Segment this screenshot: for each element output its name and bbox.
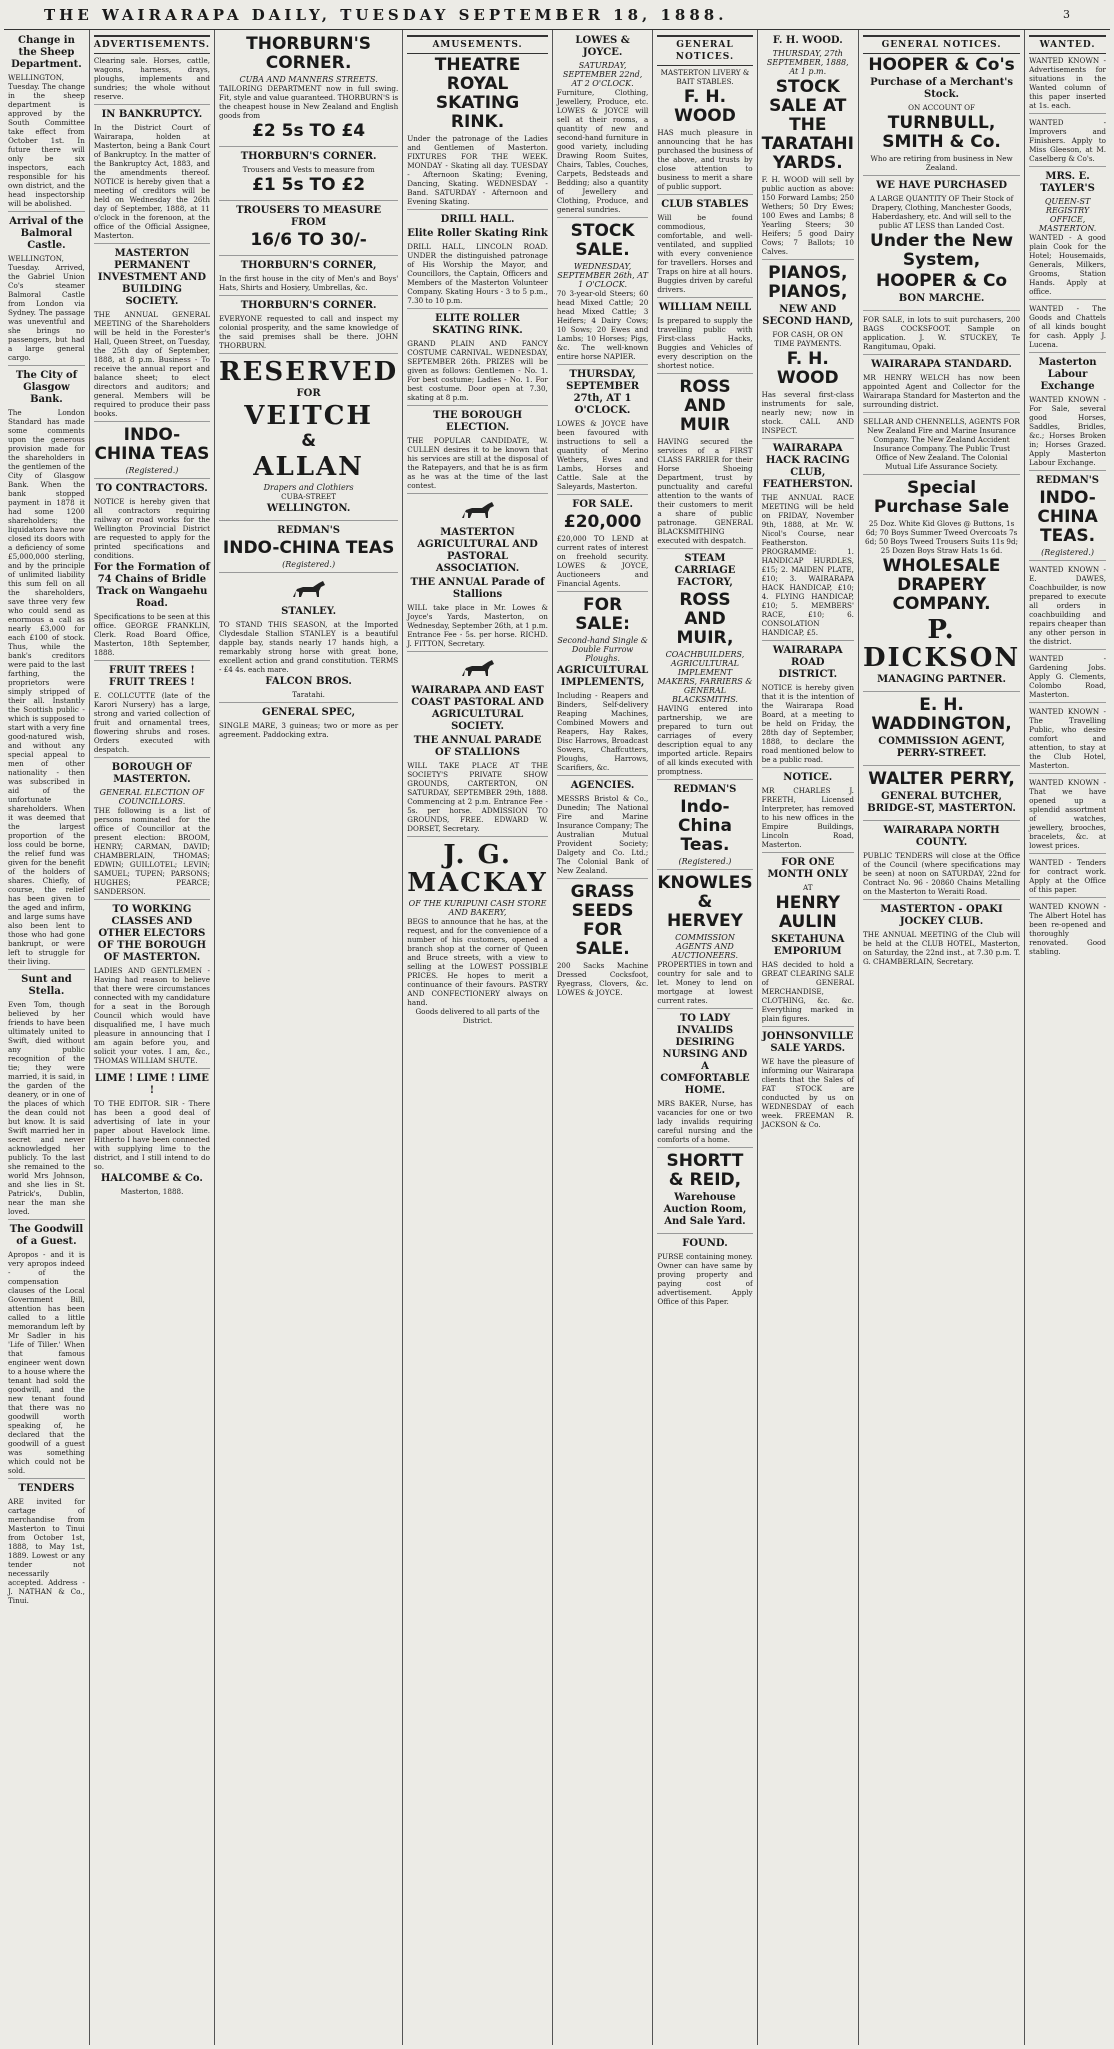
- ad-ploughs: [557, 596, 648, 776]
- ad-title: PIANOS, PIANOS,: [768, 263, 848, 302]
- ad-subtitle: Drapers and Clothiers: [263, 483, 354, 492]
- ad-title: REDMAN'S: [277, 525, 341, 536]
- ad-body: Is prepared to supply the travelling public with First-class Hacks, Buggies and Vehicles of every description on the shortest notice.: [657, 316, 753, 370]
- ad-club-stables: [657, 199, 752, 298]
- ad-labour-exchange: [1029, 357, 1106, 471]
- ad-at: AT: [802, 883, 813, 892]
- section-header: AMUSEMENTS.: [407, 35, 548, 54]
- article-swift-stella: [8, 974, 85, 1220]
- ad-title: THORBURN'S CORNER.: [240, 151, 377, 162]
- ad-body: BEGS to announce that he has, at the request, and for the convenience of a number of his customers, opened a branch shop at the corner of Queen and Bruce streets, with a view to selling at the LOWEST POSSIBLE PRICES. He hopes to merit a continuance of their favours. PASTRY AND CONFECTIONERY always on hand.: [407, 917, 548, 1007]
- wanted-body: WANTED - Tenders for contract work. Apply at the Office of this paper.: [1029, 858, 1106, 894]
- ad-subtitle: THURSDAY, 27th SEPTEMBER, 1888, At 1 p.m.: [766, 49, 849, 76]
- ad-subtitle: COMMISSION AGENTS AND AUCTIONEERS.: [671, 933, 739, 960]
- wanted-body: WANTED KNOWN - The Albert Hotel has been re-opened and thoroughly renovated. Good stabling.: [1029, 902, 1106, 956]
- column-2: [90, 30, 215, 2045]
- ad-general-spec: [219, 707, 398, 742]
- ad-name: F. H. WOOD: [776, 349, 839, 388]
- ad-title: REDMAN'S: [673, 784, 737, 795]
- article-glasgow-bank: [8, 370, 85, 970]
- ad-wairarapa-stallions: [407, 656, 548, 837]
- letter-place: Masterton, 1888.: [120, 1187, 184, 1196]
- ad-purchased-stock: [863, 180, 1020, 311]
- notice-title: WAIRARAPA HACK RACING CLUB, FEATHERSTON.: [762, 443, 853, 490]
- ad-body: £20,000 TO LEND at current rates of interest on freehold security. LOWES & JOYCE, Auctioneers and Financial Agents.: [556, 534, 649, 588]
- ad-ross-muir-coachbuilders: [657, 553, 752, 780]
- ad-subtitle: MASTERTON LIVERY & BAIT STABLES.: [660, 68, 750, 86]
- letter-title: TO WORKING CLASSES AND OTHER ELECTORS OF THE BOROUGH OF MASTERTON.: [97, 904, 207, 963]
- ad-subtitle: WEDNESDAY, SEPTEMBER 26th, AT 1 O'CLOCK.: [557, 262, 648, 289]
- ad-body: THE POPULAR CANDIDATE, W. CULLEN desires it to be known that his services are still at the disposal of the Ratepayers, and that he is as firm as he was at the time of the last contest.: [407, 436, 548, 490]
- notice-title: WAIRARAPA ROAD DISTRICT.: [772, 645, 843, 680]
- ad-title: F. H. WOOD: [674, 87, 736, 126]
- notice-hack-racing: [762, 443, 854, 641]
- notice-body: NOTICE is hereby given that it is the intention of the Wairarapa Road Board, at a meeting to be held on Friday, the 28th day of September, 1888, to declare the road mentioned below to be a public road.: [761, 683, 854, 764]
- ad-body: GRAND PLAIN AND FANCY COSTUME CARNIVAL. WEDNESDAY, SEPTEMBER 26th. PRIZES will be given as follows: Gentlemen - No. 1. For best costume; Ladies - No. 1. For best costume. Door open at 7.30, skating at 8 p.m.: [407, 339, 548, 402]
- ad-title: FOR SALE.: [572, 499, 633, 510]
- ad-title: KNOWLES & HERVEY: [657, 873, 753, 931]
- ad-footer: Who are retiring from business in New Zealand.: [870, 154, 1013, 172]
- ad-title: AGENCIES.: [570, 780, 635, 791]
- ad-veitch-allan: [219, 358, 398, 521]
- ad-stock-sale: [557, 222, 648, 365]
- notice-body: In the District Court of Wairarapa, holden at Masterton, being a Bank Court of Bankruptcy. In the matter of the Bankruptcy Act, 1883, and the amendments thereof. NOTICE is hereby given that a meeting of creditors will be held on Wednesday the 26th day of September, 1888, at 11 o'clock in the forenoon, at the office of the Official Assignee, Masterton.: [93, 123, 210, 240]
- wanted-ad: [1029, 118, 1106, 167]
- ad-name: ALLAN: [253, 452, 364, 482]
- masthead: [4, 0, 1110, 30]
- wanted-body: WANTED KNOWN - The Travelling Public, who desire comfort and attention, to stay at the Club Hotel, Masterton.: [1029, 707, 1106, 770]
- ad-title: REDMAN'S: [1036, 475, 1099, 486]
- ad-subtitle: COACHBUILDERS, AGRICULTURAL IMPLEMENT MAKERS, FARRIERS & GENERAL BLACKSMITHS.: [657, 650, 753, 704]
- ad-city: WELLINGTON.: [266, 503, 351, 514]
- notice-north-county: [863, 825, 1020, 900]
- ad-title: STOCK SALE.: [570, 221, 635, 260]
- ad-title: RESERVED: [218, 357, 399, 387]
- ad-body: In the first house in the city of Men's and Boys' Hats, Shirts and Hosiery, Umbrellas, &c.: [218, 274, 399, 292]
- ad-subtitle: AGRICULTURAL IMPLEMENTS,: [556, 665, 649, 688]
- letter-body: TO THE EDITOR. SIR - There has been a good deal of advertising of late in your paper about Havelock lime. Hitherto I have been connected with supplying lime to the district, and I still intend to do so.: [93, 1099, 210, 1171]
- ad-body: SINGLE MARE, 3 guineas; two or more as per agreement. Paddocking extra.: [218, 721, 399, 739]
- ad-body: WE have the pleasure of informing our Wairarapa clients that the Sales of FAT STOCK are conducted by us on WEDNESDAY of each week. FREEMAN R. JACKSON & Co.: [761, 1057, 854, 1129]
- ad-title: HOOPER & Co's: [868, 55, 1015, 75]
- ad-subtitle: BON MARCHE.: [898, 293, 985, 304]
- section-header: ADVERTISEMENTS.: [94, 35, 210, 54]
- ad-trousers: [219, 205, 398, 256]
- article-title: Change in the Sheep Department.: [11, 35, 82, 70]
- ad-title: FOR SALE:: [575, 595, 630, 634]
- wanted-ad: [1029, 565, 1106, 650]
- article-title: The City of Glasgow Bank.: [15, 370, 78, 405]
- ad-subtitle: NEW AND SECOND HAND,: [762, 304, 854, 327]
- wanted-body: WANTED - Gardening Jobs. Apply G. Clements, Colombo Road, Masterton.: [1029, 654, 1106, 699]
- ad-subtitle: SATURDAY, SEPTEMBER 22nd, AT 2 O'CLOCK.: [562, 61, 643, 88]
- article-sheep: [8, 35, 85, 212]
- section-header: WANTED.: [1029, 35, 1106, 54]
- ad-title: STOCK SALE AT THE TARATAHI YARDS.: [761, 77, 854, 173]
- ad-special-purchase: [863, 479, 1020, 692]
- ad-title: THORBURN'S CORNER.: [246, 34, 372, 73]
- notice-title: MASTERTON - OPAKI JOCKEY CLUB.: [880, 904, 1003, 927]
- notice-body: THE ANNUAL GENERAL MEETING of the Shareholders will be held in the Forester's Hall, Queen Street, on Tuesday, the 25th day of September, 1888, at 8 p.m. Business - To receive the annual report and balance sheet; to elect directors and auditors; and general. Members will be required to produce their pass books.: [93, 310, 210, 418]
- ad-body: ARE invited for cartage of merchandise from Masterton to Tinui from October 1st, 1888, to May 1st, 1889. Lowest or any tender not necessarily accepted. Address - J. NATHAN & Co., Tinui.: [8, 1497, 85, 1605]
- ad-thorburn-2: [219, 151, 398, 201]
- ad-title: Masterton Labour Exchange: [1038, 357, 1097, 392]
- article-body: WELLINGTON, Tuesday. Arrived, the Gabriel Union Co's steamer Balmoral Castle from London via Sydney. The passage was uneventful and she brings no passengers, but had a large general cargo.: [8, 254, 85, 362]
- notice-subtitle: For the Formation of 74 Chains of Bridle Track on Wangaehu Road.: [93, 562, 210, 609]
- ad-title: WE HAVE PURCHASED: [876, 180, 1007, 191]
- column-8: [859, 30, 1025, 2045]
- ad-title: F. H. WOOD.: [772, 35, 843, 46]
- ad-body: MESSRS Bristol & Co., Dunedin; The National Fire and Marine Insurance Company; The Australian Mutual Provident Society; Dalgety and Co. Ltd.; The Colonial Bank of New Zealand.: [556, 794, 649, 875]
- ad-footer: Goods delivered to all parts of the District.: [415, 1007, 540, 1025]
- ad-thursday-sale: [557, 369, 648, 495]
- horse-icon: [458, 656, 498, 682]
- ad-lady-invalids: [657, 1013, 752, 1148]
- ad-body: E. COLLCUTTE (late of the Karori Nursery) has a large, strong and varied collection of fruit and ornamental trees, flowering shrubs and roses. Orders executed with despatch.: [93, 691, 210, 754]
- ad-name: INDO-CHINA TEAS: [222, 538, 395, 558]
- notice-title: FOUND.: [682, 1238, 728, 1249]
- letter-body: LADIES AND GENTLEMEN - Having had reason to believe that there were circumstances connected with my candidature for a seat in the Borough Council which would have disqualified me, I have much pleasure in announcing that I am again before you, and solicit your votes. I am, &c., THOMAS WILLIAM SHUTE.: [93, 966, 210, 1065]
- notice-title: WAIRARAPA NORTH COUNTY.: [883, 825, 1000, 848]
- ad-title: J. G. MACKAY: [407, 840, 548, 898]
- wanted-ad: [1029, 902, 1106, 959]
- ad-fh-wood-sale: [762, 35, 854, 260]
- ad-johnsonville-yards: [762, 1031, 854, 1132]
- letter-title: LIME ! LIME ! LIME !: [94, 1073, 209, 1096]
- article-goodwill: [8, 1224, 85, 1479]
- ad-hooper-purchase: [863, 56, 1020, 176]
- ad-name: Indo-China Teas.: [677, 797, 732, 855]
- notice-title: WAIRARAPA STANDARD.: [871, 359, 1012, 370]
- ad-fruit-trees: [94, 665, 210, 758]
- ad-title: DRILL HALL.: [440, 214, 515, 225]
- ad-henry-aulin: [762, 857, 854, 1027]
- ad-body: F. H. WOOD will sell by public auction as above: 150 Forward Lambs; 250 Wethers; 50 Dry Ewes; 100 Ewes and Lambs; 8 Yearling Steers; 30 Heifers; 5 good Dairy Cows; 7 Ballots; 10 Calves.: [761, 175, 854, 256]
- ad-title: FOR ONE MONTH ONLY: [767, 857, 849, 880]
- article-body: WELLINGTON, Tuesday. The change in the sheep department is approved by the South Committee take effect from October 1st. In future there will only be six inspectors, each responsible for his own district, and the head inspectorship will be abolished.: [8, 73, 85, 208]
- ad-subtitle: (Registered.): [125, 466, 179, 475]
- column-1: [4, 30, 90, 2045]
- notice-found: [657, 1238, 752, 1309]
- ad-body: LOWES & JOYCE have been favoured with instructions to sell a quantity of Merino Wethers, Ewes and Lambs, Horses and Cattle. Sale at the Saleyards, Masterton.: [556, 419, 649, 491]
- ad-advertisements: [94, 35, 210, 105]
- notice-borough-election: [94, 762, 210, 900]
- ad-subtitle: OF THE KURIPUNI CASH STORE AND BAKERY,: [408, 899, 547, 917]
- ad-borough-election: [407, 410, 548, 494]
- ad-shortt-reid: [657, 1152, 752, 1234]
- ad-skating-rink: [407, 56, 548, 210]
- ad-title: FRUIT TREES ! FRUIT TREES !: [109, 665, 195, 688]
- ad-title: Special Purchase Sale: [873, 478, 1010, 517]
- letter-signature: HALCOMBE & Co.: [100, 1173, 203, 1184]
- ad-pianos: [762, 264, 854, 439]
- ad-body: WANTED KNOWN - For Sale, several good Horses, Saddles, Bridles, &c.; Horses Broken in; Horses Grazed. Apply Masterton Labour Exchange.: [1029, 395, 1106, 467]
- ad-tagline: Under the New System,: [870, 231, 1014, 270]
- ad-money-to-lend: [557, 499, 648, 592]
- ad-william-neill: [657, 302, 752, 374]
- ad-title: WAIRARAPA AND EAST COAST PASTORAL AND AGRICULTURAL SOCIETY.: [411, 685, 544, 732]
- ad-subtitle: Elite Roller Skating Rink: [407, 228, 548, 239]
- ad-livery-stables: [657, 68, 752, 195]
- ad-body: A LARGE QUANTITY OF Their Stock of Drapery, Clothing, Manchester Goods, Haberdashery, etc. And will sell to the public AT LESS than Landed Cost.: [869, 194, 1014, 230]
- wanted-body: WANTED KNOWN - E. DAWES, Coachbuilder, is now prepared to execute all orders in coachbuilding and repairs cheaper than any other person in the district.: [1029, 565, 1106, 646]
- letter-working-classes: [94, 904, 210, 1069]
- letter-lime: [94, 1073, 210, 1199]
- ad-subtitle: MANAGING PARTNER.: [877, 674, 1006, 685]
- ad-signature: FALCON BROS.: [265, 676, 352, 687]
- notice-interpreter: [762, 772, 854, 853]
- article-title: The Goodwill of a Guest.: [9, 1224, 84, 1247]
- ad-title: TROUSERS TO MEASURE FROM: [236, 205, 382, 228]
- ad-title: ELITE ROLLER SKATING RINK.: [432, 313, 523, 336]
- wanted-ad: [1029, 778, 1106, 854]
- ad-body: FOR SALE, in lots to suit purchasers, 200 BAGS COCKSFOOT. Sample on application. J. W. STUCKEY, Te Rangitumau, Opaki.: [862, 315, 1021, 351]
- ad-body: Trousers and Vests to measure from: [242, 165, 375, 174]
- ad-body: Furniture, Clothing, Jewellery, Produce, etc. LOWES & JOYCE will sell at their rooms, a quantity of new and second-hand furniture in good variety, including Drawing Room Suites, Chairs, Tables, Couches, Carpets, Bedsteads and Bedding; also a quantity of Jewellery and Clothing, Produce, and general sundries.: [556, 88, 649, 214]
- wanted-ad: [1029, 858, 1106, 898]
- notice-title: BOROUGH OF MASTERTON.: [111, 762, 193, 785]
- wanted-body: WANTED KNOWN - Advertisements for situations in the Wanted column of this paper inserted at 1s. each.: [1029, 56, 1106, 110]
- notice-wairarapa-standard: [863, 359, 1020, 413]
- ad-body: Has several first-class instruments for sale, nearly new; now in stock. CALL AND INSPECT.: [761, 390, 854, 435]
- ad-name: P. DICKSON: [862, 615, 1021, 673]
- ad-body: WILL TAKE PLACE AT THE SOCIETY'S PRIVATE SHOW GROUNDS, CARTERTON, ON SATURDAY, SEPTEMBER 29th, 1888. Commencing at 2 p.m. Entrance Fee - 5s. per horse. ADMISSION TO GROUNDS, FREE. EDWARD W. DORSET, Secretary.: [407, 761, 548, 833]
- ad-stallion-stanley: [219, 577, 398, 703]
- notice-title: IN BANKRUPTCY.: [101, 109, 203, 120]
- notice-body: NOTICE is hereby given that all contractors requiring railway or road works for the Wellington Provincial District are requested to apply for the printed specifications and conditions.: [93, 497, 210, 560]
- ad-price: £1 5s TO £2: [252, 175, 366, 195]
- ad-body: Including - Reapers and Binders, Self-delivery Reaping Machines, Combined Mowers and Reapers, Hay Rakes, Disc Harrows, Broadcast Sowers, Chaffcutters, Ploughs, Harrows, Scarifiers, &c.: [556, 691, 649, 772]
- ad-subtitle: THE ANNUAL PARADE OF STALLIONS: [413, 735, 542, 758]
- ad-name: TURNBULL, SMITH & Co.: [882, 113, 1001, 152]
- ad-subtitle: QUEEN-ST REGISTRY OFFICE, MASTERTON.: [1038, 197, 1097, 233]
- ad-place: Taratahi.: [292, 690, 325, 699]
- article-body: Even Tom, though believed by her friends to have been ultimately united to Swift, died without any public recognition of the tie; they were married, it is said, in the garden of the deanery, or in one of the places of which the dean could not but know. It is said Swift married her in secret and never acknowledged her publicly. To the last she remained to the world Mrs Johnson, and she lies in St. Patrick's, Dublin, near the man she loved.: [8, 1000, 85, 1216]
- wanted-body: WANTED - Improvers and Finishers. Apply to Miss Gleeson, at M. Caselberg & Co's.: [1029, 118, 1106, 163]
- ad-name: INDO-CHINA TEAS.: [1037, 488, 1098, 546]
- ad-price: 16/6 TO 30/-: [250, 230, 367, 250]
- ad-body: Clearing sale. Horses, cattle, wagons, harness, drays, ploughs, implements and sundries; the whole without reserve.: [93, 56, 210, 101]
- ad-title: WILLIAM NEILL: [658, 302, 752, 313]
- column-7: [758, 30, 859, 2045]
- ad-title: THORBURN'S CORNER.: [240, 300, 377, 311]
- ad-subtitle: CUBA AND MANNERS STREETS.: [239, 75, 378, 84]
- article-title: Arrival of the Balmoral Castle.: [9, 216, 84, 251]
- page-number: 3: [1063, 8, 1070, 21]
- ad-title: WALTER PERRY,: [868, 769, 1015, 789]
- ad-subtitle: THE ANNUAL Parade of Stallions: [410, 577, 545, 600]
- ad-title: THE BOROUGH ELECTION.: [433, 410, 523, 433]
- column-6: [653, 30, 757, 2045]
- ad-amount: £20,000: [563, 512, 642, 532]
- ad-cocksfoot: [863, 315, 1020, 355]
- ad-subtitle: STEAM CARRIAGE FACTORY,: [674, 553, 736, 588]
- column-9: [1025, 30, 1110, 2045]
- notice-body: PUBLIC TENDERS will close at the Office of the Council (where specifications may be seen) at noon on SATURDAY, 22nd for Contract No. 96 - 20860 Chains Metalling on the Masterton to Weraiti Road.: [862, 851, 1021, 896]
- ad-title: THEATRE ROYAL SKATING RINK.: [434, 55, 521, 132]
- ad-title: MRS. E. TAYLER'S: [1040, 171, 1095, 194]
- ad-body: HAS decided to hold a GREAT CLEARING SALE of GENERAL MERCHANDISE, CLOTHING, &c. &c. Everything marked in plain figures.: [761, 960, 854, 1023]
- ad-body: Will be found commodious, comfortable, and well-ventilated, and supplied with every convenience for travellers. Horses and Traps on hire at all hours. Buggies driven by careful drivers.: [657, 213, 753, 294]
- ad-title: LOWES & JOYCE.: [575, 35, 630, 58]
- section-header: GENERAL NOTICES.: [657, 35, 752, 66]
- ad-subtitle: Second-hand Single & Double Furrow Ploughs.: [557, 636, 648, 663]
- notice-body: MR CHARLES J. FREETH, Licensed Interpreter, has removed to his new offices in the Empire Buildings, Lincoln Road, Masterton.: [761, 786, 854, 849]
- wanted-ad: [1029, 654, 1106, 703]
- section-header: GENERAL NOTICES.: [863, 35, 1020, 54]
- horse-icon: [289, 577, 329, 603]
- notice-subtitle: GENERAL ELECTION OF COUNCILLORS.: [99, 788, 205, 806]
- ad-subtitle: Purchase of a Merchant's Stock.: [870, 77, 1013, 100]
- ad-title: MASTERTON AGRICULTURAL AND PASTORAL ASSOCIATION.: [417, 527, 538, 574]
- ad-title: THURSDAY, SEPTEMBER 27th, AT 1 O'CLOCK.: [566, 369, 640, 416]
- wanted-body: WANTED - The Goods and Chattels of all kinds bought for cash. Apply J. Lucena.: [1029, 304, 1106, 349]
- ad-subtitle: Warehouse Auction Room, And Sale Yard.: [663, 1192, 747, 1227]
- ad-subtitle: (Registered.): [1041, 548, 1095, 557]
- ad-on-account: ON ACCOUNT OF: [908, 103, 975, 112]
- ad-thorburn-3: [219, 260, 398, 296]
- ad-title: ROSS AND MUIR,: [676, 590, 734, 648]
- ad-title: JOHNSONVILLE SALE YARDS.: [762, 1031, 854, 1054]
- notice-title: NOTICE.: [783, 772, 833, 783]
- ad-body: 25 Doz. White Kid Gloves @ Buttons, 1s 6d; 70 Boys Summer Tweed Overcoats 7s 6d; 50 Boys Tweed Trousers Suits 11s 9d; 25 Dozen Boys Straw Hats 1s 6d.: [865, 519, 1019, 555]
- ad-thorburn-4: [219, 300, 398, 354]
- article-body: Apropos - and it is very apropos indeed - of the compensation clauses of the Local Government Bill, attention has been called to a little memorandum left by Mr Sadler in his 'Life of Tiller.' When that famous engineer went down to a house where the tenant had sold the goodwill, and the new tenant found that there was no goodwill worth speaking of, he declared that the goodwill of a guest was something which could not be sold.: [8, 1250, 85, 1475]
- notice-body: PURSE containing money. Owner can have same by proving property and paying cost of advertisement. Apply Office of this Paper.: [657, 1252, 753, 1306]
- ad-knowles-hervey: [657, 874, 752, 1009]
- ad-title: CLUB STABLES: [661, 199, 749, 210]
- ad-body: MRS BAKER, Nurse, has vacancies for one or two lady invalids requiring careful nursing and the comforts of a home.: [657, 1099, 753, 1144]
- ad-lowes-furniture: [557, 35, 648, 218]
- ad-title: GRASS SEEDS FOR SALE.: [570, 882, 635, 959]
- ad-subtitle: WHOLESALE DRAPERY COMPANY.: [882, 556, 1001, 614]
- ad-shop: SKETAHUNA EMPORIUM: [771, 934, 845, 957]
- ad-body: TAILORING DEPARTMENT now in full swing. Fit, style and value guaranteed. THORBURN'S is the cheapest house in New Zealand and English goods from: [218, 84, 399, 120]
- ad-subtitle: GENERAL BUTCHER, BRIDGE-ST, MASTERTON.: [867, 791, 1016, 814]
- notice-road-district: [762, 645, 854, 768]
- ad-body: PROPERTIES in town and country for sale and to let. Money to lend on mortgage at lowest current rates.: [657, 960, 753, 1005]
- ad-for: FOR: [296, 388, 321, 399]
- ad-agencies: [557, 780, 648, 879]
- notice-body: THE ANNUAL MEETING of the Club will be held at the CLUB HOTEL, Masterton, on Saturday, the 22nd inst., at 7.30 p.m. T. G. CHAMBERLAIN, Secretary.: [862, 930, 1021, 966]
- masthead-title: THE WAIRARAPA DAILY, TUESDAY SEPTEMBER 18, 1888.: [44, 5, 728, 24]
- notice-body: THE ANNUAL RACE MEETING will be held on FRIDAY, November 9th, 1888, at Mr. W. Nicol's Course, near Featherston. PROGRAMME: 1. HANDICAP HURDLES, £15; 2. MAIDEN PLATE, £10; 3. WAIRARAPA HACK HANDICAP, £10; 4. FLYING HANDICAP, £10; 5. MEMBERS' RACE, £10; 6. CONSOLATION HANDICAP, £5.: [761, 493, 854, 637]
- ad-body: WANTED - A good plain Cook for the Hotel; Housemaids, Generals, Milkers, Grooms, Station Hands. Apply at office.: [1029, 233, 1106, 296]
- notice-body: THE following is a list of persons nominated for the office of Councillor at the present election: BROOM, HENRY; CARMAN, DAVID; CHAMBERLAIN, THOMAS; EDWIN; GUILLOTEL; LEVIN; SAMUEL; TUPEN; PARSONS; HUGHES; PEARCE; SANDERSON.: [93, 806, 210, 896]
- ad-body: WILL take place in Mr. Lowes & Joyce's Yards, Masterton, on Wednesday, September 26th, at 1 p.m. Entrance Fee - 5s. per horse. RICHD. J. FITTON, Secretary.: [407, 603, 548, 648]
- ad-body: TO STAND THIS SEASON, at the Imported Clydesdale Stallion STANLEY is a beautiful dapple bay, stands nearly 17 hands high, a remarkably strong horse with great bone, excellent action and grand constitution. TERMS - £4 4s. each mare.: [218, 620, 399, 674]
- ad-subtitle: COMMISSION AGENT, PERRY-STREET.: [878, 736, 1005, 759]
- columns: [4, 30, 1110, 2045]
- ad-title: E. H. WADDINGTON,: [871, 695, 1012, 734]
- ad-title: TENDERS: [18, 1483, 75, 1494]
- wanted-ad: [1029, 56, 1106, 114]
- ad-grass-seeds: [557, 883, 648, 1000]
- notice-jockey-club: [863, 904, 1020, 969]
- ad-drill-hall: [407, 214, 548, 309]
- ad-title: STANLEY.: [281, 606, 337, 617]
- ad-redmans-teas: [1029, 475, 1106, 561]
- ad-title: ROSS AND MUIR: [679, 377, 731, 435]
- ad-masterton-stallions: [407, 498, 548, 652]
- ad-subtitle: (Registered.): [678, 857, 732, 866]
- ad-body: EVERYONE requested to call and inspect my colonial prosperity, and the same knowledge of the said premises shall be there. JOHN THORBURN.: [218, 314, 399, 350]
- wanted-ad: [1029, 707, 1106, 774]
- ad-name: VEITCH: [244, 401, 373, 431]
- ad-price: £2 5s TO £4: [252, 121, 366, 141]
- ad-ampersand: &: [301, 431, 317, 451]
- ad-name: HOOPER & Co: [875, 271, 1008, 291]
- column-5: [553, 30, 653, 2045]
- notice-title: TO CONTRACTORS.: [96, 483, 208, 494]
- horse-icon: [458, 498, 498, 524]
- ad-title: INDO-CHINA TEAS: [94, 425, 210, 464]
- ad-body: FOR CASH, OR ON TIME PAYMENTS.: [772, 330, 844, 348]
- notice-body: Specifications to be seen at this office. GEORGE FRANKLIN, Clerk. Road Board Office, Masterton, 18th September, 1888.: [93, 612, 210, 657]
- ad-body: 200 Sacks Machine Dressed Cocksfoot, Ryegrass, Clovers, &c. LOWES & JOYCE.: [556, 961, 649, 997]
- ad-mackay: [407, 841, 548, 1028]
- column-3: [215, 30, 403, 2045]
- wanted-ad: [1029, 304, 1106, 353]
- notice-title: MASTERTON PERMANENT INVESTMENT AND BUILDING SOCIETY.: [97, 248, 207, 307]
- ad-body: DRILL HALL, LINCOLN ROAD. UNDER the distinguished patronage of His Worship the Mayor, and Councillors, the Captain, Officers and Members of the Masterton Volunteer Company. Skating Hours - 3 to 5 p.m., 7.30 to 10 p.m.: [407, 242, 548, 305]
- ad-carnival: [407, 313, 548, 406]
- ad-body: SELLAR AND CHENNELLS, AGENTS FOR New Zealand Fire and Marine Insurance Company. The New Zealand Accident Insurance Company. The Public Trust Office of New Zealand. The Colonial Mutual Life Assurance Society.: [863, 417, 1020, 471]
- column-4: [403, 30, 553, 2045]
- article-balmoral: [8, 216, 85, 366]
- ad-waddington: [863, 696, 1020, 766]
- ad-body: Under the patronage of the Ladies and Gentlemen of Masterton. FIXTURES FOR THE WEEK. MONDAY - Skating all day. TUESDAY - Afternoon Skating; Evening, Dancing, Skating. WEDNESDAY - Band. SATURDAY - Afternoon and Evening Skating.: [407, 134, 548, 206]
- ad-title: TO LADY INVALIDS DESIRING NURSING AND A COMFORTABLE HOME.: [660, 1013, 750, 1096]
- ad-sellar-chennells: [863, 417, 1020, 475]
- ad-title: THORBURN'S CORNER,: [240, 260, 377, 271]
- wanted-body: WANTED KNOWN - That we have opened up a splendid assortment of watches, jewellery, brooches, bracelets, &c. at lowest prices.: [1029, 778, 1106, 850]
- ad-thorburn-1: [219, 35, 398, 147]
- ad-body: HAS much pleasure in announcing that he has purchased the business of the above, and trusts by close attention to business to merit a share of public support.: [657, 128, 753, 191]
- ad-subtitle: (Registered.): [282, 560, 336, 569]
- ad-title: SHORTT & REID,: [666, 1151, 744, 1190]
- ad-indo-china-teas: [94, 426, 210, 479]
- ad-walter-perry: [863, 770, 1020, 821]
- ad-body: HAVING entered into partnership, we are prepared to turn out carriages of every description equal to any imported article. Repairs of all kinds executed with promptness.: [657, 704, 753, 776]
- notice-bankruptcy: [94, 109, 210, 244]
- ad-title: GENERAL SPEC,: [262, 707, 356, 718]
- ad-address: CUBA-STREET: [281, 492, 337, 501]
- ad-redmans-teas: [219, 525, 398, 573]
- ad-name: HENRY AULIN: [775, 893, 841, 932]
- ad-registry-office: [1029, 171, 1106, 300]
- notice-building-society: [94, 248, 210, 422]
- ad-redmans-teas: [657, 784, 752, 870]
- article-body: The London Standard has made some comments upon the generous provision made for the shareholders in the gentlemen of the City of Glasgow Bank. When the bank stopped payment in 1878 it had some 1200 shareholders; the liquidators have now closed its doors with a deficiency of some £5,000,000 sterling, and by the principle of unlimited liability this sum fell on all the shareholders, save three very few who could send as enormous a call as nearly £3,000 for each £100 of stock. Thus, while the bank's creditors were paid to the last farthing, the proprietors were simply stripped of their all. Instantly the Scottish public - which is supposed to start with a very fine good-natured wish, and without any special appeal to men of other nationality - then was subscribed in aid of the unfortunate shareholders. When it was deemed that the largest proportion of the loss could be borne, the relief fund was given for the benefit of the holders of shares. Chiefly, of course, the relief has been given to the aged and infirm, and large sums have also been lent to those who had gone bankrupt, or were left to struggle for their living.: [8, 408, 85, 966]
- article-title: Sunt and Stella.: [21, 974, 72, 997]
- ad-body: HAVING secured the services of a FIRST CLASS FARRIER for their Horse Shoeing Department, trust by punctuality and careful attention to the wants of their customers to merit a share of public patronage. GENERAL BLACKSMITHING executed with despatch.: [657, 437, 753, 545]
- ad-body: 70 3-year-old Steers; 60 head Mixed Cattle; 20 head Mixed Cattle; 3 Heifers; 4 Dairy Cows; 10 Sows; 20 Ewes and Lambs; 10 Horses; Pigs, &c. The well-known entire horse NAPIER.: [556, 289, 649, 361]
- notice-body: MR HENRY WELCH has now been appointed Agent and Collector for the Wairarapa Standard for Masterton and the surrounding district.: [862, 373, 1021, 409]
- ad-ross-muir-farrier: [657, 378, 752, 549]
- ad-tenders: [8, 1483, 85, 1608]
- notice-contractors: [94, 483, 210, 661]
